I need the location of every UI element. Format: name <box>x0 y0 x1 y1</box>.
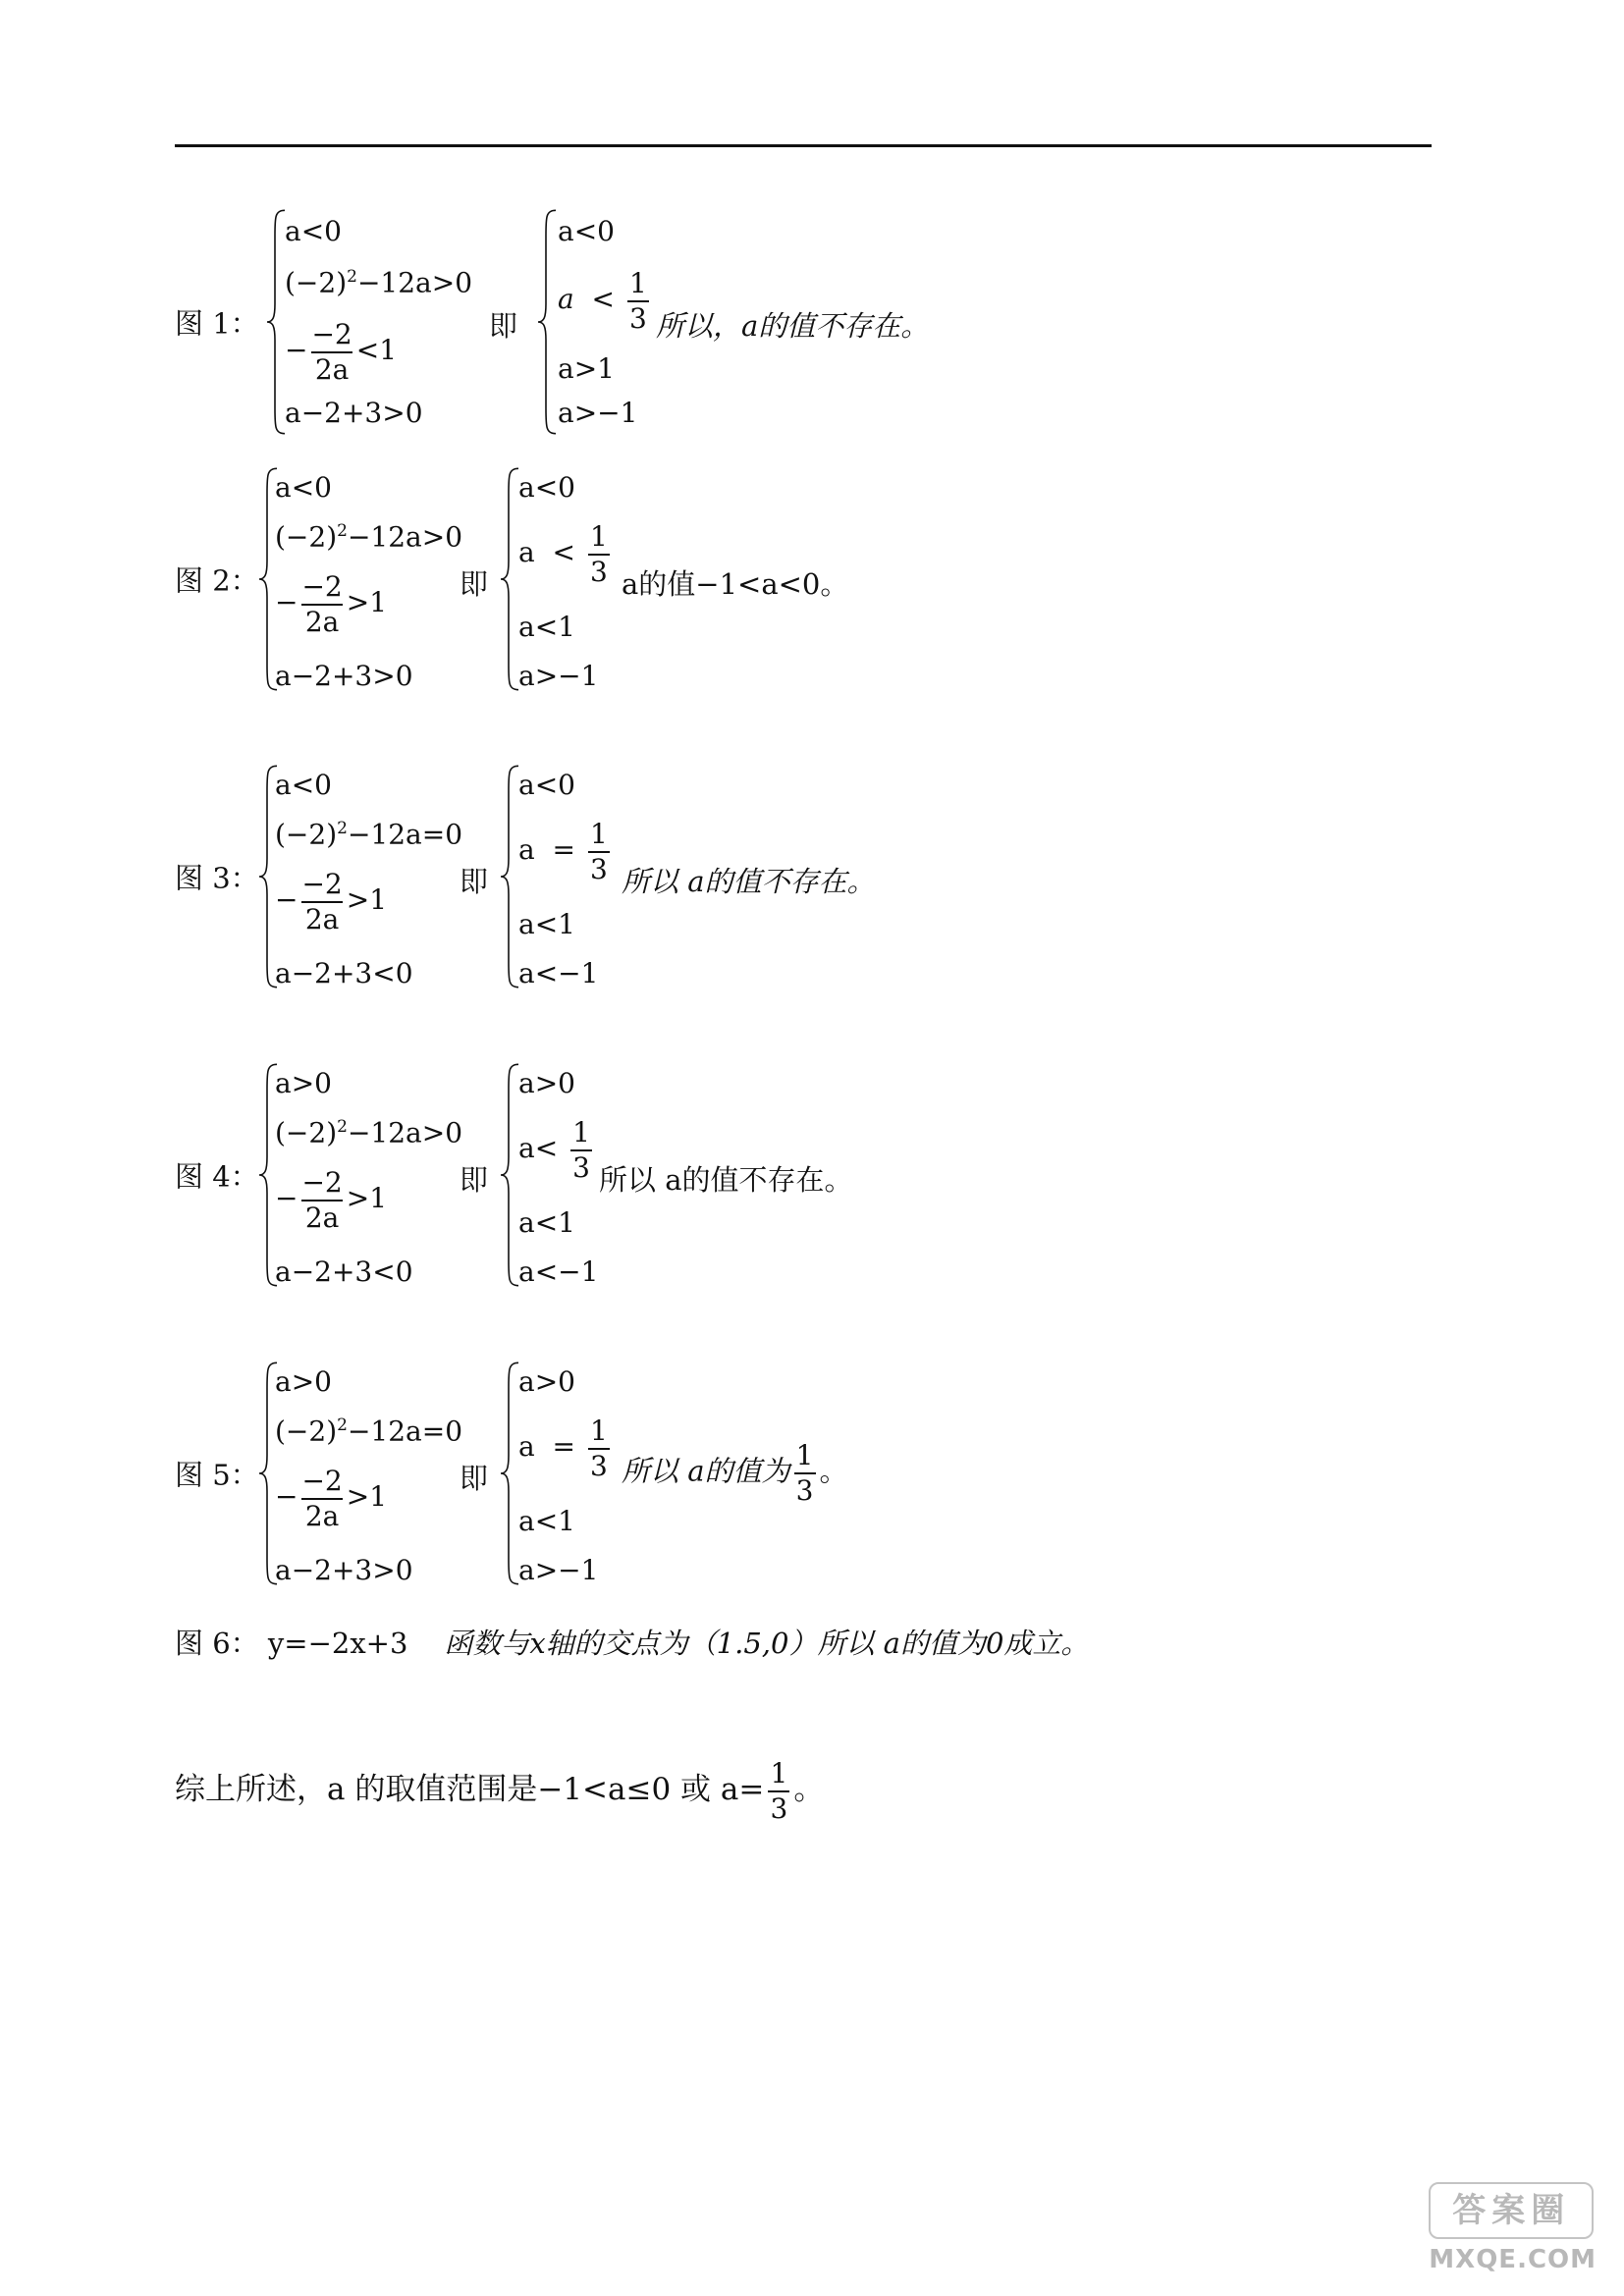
equivalence-word: 即 <box>460 567 489 601</box>
case-label: 图 1： <box>175 306 259 341</box>
cond-axis: − $\frac{-2}{2a}$ >1 <box>275 570 388 638</box>
cond-axis: − $\frac{-2}{2a}$ >1 <box>275 868 388 935</box>
case-6-result: 函数与x轴的交点为（1.5,0）所以 a的值为0成立。 <box>444 1627 1090 1660</box>
linear-equation: y=−2x+3 <box>267 1627 408 1660</box>
simplified-value: a>−1 <box>518 1554 599 1586</box>
right-brace-icon <box>499 1361 520 1586</box>
simplified-sign: a<0 <box>558 215 615 247</box>
left-brace-icon <box>265 208 287 436</box>
equivalence-word: 即 <box>489 309 518 343</box>
cond-discriminant: $(-2)^2-12a>0$ <box>275 1116 463 1149</box>
cond-sign: a<0 <box>275 471 332 504</box>
case-result: 所以 a的值不存在。 <box>622 865 876 898</box>
simplified-discriminant: a < $\frac{1}{3}$ <box>558 267 653 335</box>
simplified-axis: a<1 <box>518 1206 575 1239</box>
case-label: 图 6： <box>175 1627 259 1660</box>
right-brace-icon <box>499 764 520 989</box>
cond-discriminant: $(-2)^2-12a>0$ <box>285 266 473 299</box>
case-label: 图 2： <box>175 563 259 598</box>
watermark-logo: 答案圈 <box>1429 2182 1594 2239</box>
simplified-value: a>−1 <box>518 660 599 692</box>
cond-sign: a>0 <box>275 1365 332 1398</box>
case-label: 图 5： <box>175 1458 259 1492</box>
equivalence-word: 即 <box>460 865 489 898</box>
case-label: 图 4： <box>175 1159 259 1194</box>
cond-axis: − $\frac{-2}{2a}$ >1 <box>275 1465 388 1532</box>
cond-value: a−2+3<0 <box>275 1255 413 1288</box>
cond-sign: a<0 <box>285 215 342 247</box>
simplified-sign: a<0 <box>518 471 575 504</box>
simplified-sign: a<0 <box>518 769 575 801</box>
equivalence-word: 即 <box>460 1163 489 1197</box>
simplified-discriminant: a< $\frac{1}{3}$ <box>518 1116 596 1184</box>
simplified-axis: a>1 <box>558 352 615 385</box>
cond-sign: a<0 <box>275 769 332 801</box>
simplified-axis: a<1 <box>518 611 575 643</box>
cond-value: a−2+3<0 <box>275 957 413 989</box>
summary-conclusion: 综上所述，a 的取值范围是−1<a≤0 或 a= $\frac{1}{3}$ 。 <box>175 1757 825 1825</box>
simplified-axis: a<1 <box>518 908 575 940</box>
right-brace-icon <box>536 208 558 436</box>
header-rule <box>175 144 1432 147</box>
cond-sign: a>0 <box>275 1067 332 1099</box>
case-result: 所以 a的值为 $\frac{1}{3}$ 。 <box>622 1439 848 1507</box>
right-brace-icon <box>499 1062 520 1288</box>
cond-discriminant: $(-2)^2-12a=0$ <box>275 818 463 851</box>
site-watermark <box>1429 2182 1597 2274</box>
cond-axis: − $\frac{-2}{2a}$ >1 <box>275 1166 388 1234</box>
cond-value: a−2+3>0 <box>275 660 413 692</box>
case-1 <box>175 208 1058 436</box>
cond-axis: − $\frac{-2}{2a}$ <1 <box>285 318 398 386</box>
case-result: 所以，a的值不存在。 <box>656 309 930 343</box>
cond-discriminant: $(-2)^2-12a=0$ <box>275 1415 463 1448</box>
simplified-value: a<−1 <box>518 1255 599 1288</box>
case-result: a的值−1<a<0。 <box>622 567 849 601</box>
simplified-axis: a<1 <box>518 1505 575 1537</box>
case-result: 所以 a的值不存在。 <box>599 1163 853 1197</box>
simplified-discriminant: a = $\frac{1}{3}$ <box>518 1415 614 1482</box>
cond-value: a−2+3>0 <box>275 1554 413 1586</box>
case-6-line <box>175 1622 1089 1662</box>
simplified-discriminant: a = $\frac{1}{3}$ <box>518 818 614 885</box>
equivalence-word: 即 <box>460 1462 489 1495</box>
simplified-sign: a>0 <box>518 1067 575 1099</box>
case-label: 图 3： <box>175 861 259 895</box>
watermark-url: MXQE.COM <box>1429 2245 1597 2274</box>
cond-discriminant: $(-2)^2-12a>0$ <box>275 520 463 554</box>
simplified-value: a>−1 <box>558 397 638 429</box>
right-brace-icon <box>499 466 520 692</box>
simplified-value: a<−1 <box>518 957 599 989</box>
simplified-discriminant: a < $\frac{1}{3}$ <box>518 520 614 588</box>
simplified-sign: a>0 <box>518 1365 575 1398</box>
cond-value: a−2+3>0 <box>285 397 423 429</box>
